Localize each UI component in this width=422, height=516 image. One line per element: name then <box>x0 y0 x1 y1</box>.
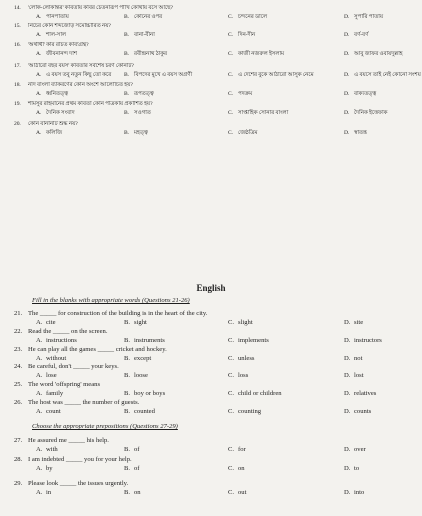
answer-option <box>344 489 364 496</box>
option-text: এ বয়সে তাই নেই কোনো সংশয় <box>354 72 421 78</box>
option-letter: D. <box>344 337 351 344</box>
instruction-fill-blanks: Fill in the blanks with appropriate words (Questions 21-26) <box>32 297 190 304</box>
option-letter: A. <box>36 110 42 116</box>
option-text: counts <box>354 408 372 415</box>
option-letter: B. <box>124 337 131 344</box>
answer-option <box>344 32 368 39</box>
question-number: 16. <box>14 42 21 48</box>
option-text: আবু জাফর ওবায়দুল্লাহ <box>354 51 403 57</box>
question-number: 20. <box>14 121 21 127</box>
option-row <box>14 446 416 454</box>
option-row <box>14 489 416 497</box>
question-stem <box>14 328 416 335</box>
answer-option <box>344 446 366 453</box>
answer-option <box>344 390 376 397</box>
answer-option <box>36 319 56 326</box>
option-text: বর্ণ-বর্ণ <box>354 32 369 38</box>
option-text: on <box>134 489 141 496</box>
answer-option <box>228 72 314 79</box>
question-number: 25. <box>14 381 23 388</box>
question-text: He assured me _____ his help. <box>28 437 109 444</box>
option-text: জীবনানন্দ দাশ <box>46 51 77 57</box>
option-letter: C. <box>228 489 235 496</box>
option-text: cite <box>46 319 56 326</box>
option-letter: D. <box>344 91 350 97</box>
option-letter: B. <box>124 319 131 326</box>
option-row <box>14 390 416 398</box>
option-letter: A. <box>36 408 43 415</box>
option-letter: A. <box>36 319 43 326</box>
option-text: শাল-সাল <box>46 32 66 38</box>
question-stem <box>14 381 416 388</box>
question-bn-2 <box>14 42 416 59</box>
answer-option <box>344 51 403 58</box>
answer-option <box>228 408 261 415</box>
option-letter: A. <box>36 355 43 362</box>
answer-option <box>36 91 68 98</box>
option-letter: B. <box>124 446 131 453</box>
answer-option <box>124 32 155 39</box>
question-en-3 <box>14 363 416 380</box>
option-text: দৈনিক ইত্তেফাক <box>354 110 388 116</box>
option-letter: A. <box>36 489 43 496</box>
option-text: মহত্ত্ব <box>134 130 148 136</box>
option-letter: B. <box>124 91 129 97</box>
answer-option <box>36 390 63 397</box>
question-number: 29. <box>14 480 23 487</box>
option-letter: C. <box>228 32 233 38</box>
question-en-1 <box>14 456 416 473</box>
option-letter: D. <box>344 408 351 415</box>
question-text: 'লোক-লোকান্তর' কবিতায় কবির চেতনারূপ পাখি কোথায় বসে আছে? <box>28 5 173 11</box>
answer-option <box>228 390 282 397</box>
option-text: পদক্রম <box>238 91 253 97</box>
question-bn-6 <box>14 121 416 138</box>
question-stem <box>14 42 416 49</box>
question-text: নিচের কোন শব্দজোড় সমোচ্চারিত নয়? <box>28 23 111 29</box>
question-en-2 <box>14 480 416 497</box>
option-letter: C. <box>228 110 233 116</box>
question-number: 24. <box>14 363 23 370</box>
question-bn-0 <box>14 5 416 22</box>
question-stem <box>14 121 416 128</box>
answer-option <box>36 355 66 362</box>
option-text: দিন-দীন <box>238 32 256 38</box>
question-stem <box>14 82 416 89</box>
answer-option <box>36 51 77 58</box>
option-letter: C. <box>228 91 233 97</box>
option-text: সাপ্তাহিক সোনার বাংলা <box>238 110 289 116</box>
answer-option <box>344 72 421 79</box>
option-text: over <box>354 446 366 453</box>
answer-option <box>344 355 362 362</box>
option-text: not <box>354 355 363 362</box>
option-row <box>14 408 416 416</box>
question-en-0 <box>14 437 416 454</box>
option-letter: D. <box>344 110 350 116</box>
answer-option <box>124 390 165 397</box>
question-stem <box>14 23 416 30</box>
answer-option <box>124 355 151 362</box>
option-text: to <box>354 465 360 472</box>
option-text: boy or boys <box>134 390 166 397</box>
option-text: family <box>46 390 64 397</box>
option-letter: A. <box>36 130 42 136</box>
option-text: without <box>46 355 67 362</box>
option-text: into <box>354 489 365 496</box>
answer-option <box>36 372 57 379</box>
option-text: বানা-বীনা <box>134 32 155 38</box>
question-stem <box>14 5 416 12</box>
question-stem <box>14 456 416 463</box>
option-letter: B. <box>124 51 129 57</box>
option-row <box>14 91 416 99</box>
option-letter: D. <box>344 51 350 57</box>
option-row <box>14 465 416 473</box>
option-letter: D. <box>344 446 351 453</box>
answer-option <box>228 465 245 472</box>
option-row <box>14 110 416 118</box>
answer-option <box>124 489 141 496</box>
option-letter: B. <box>124 390 131 397</box>
option-letter: D. <box>344 72 350 78</box>
question-text: Read the _____ on the screen. <box>28 328 108 335</box>
option-letter: D. <box>344 319 351 326</box>
option-text: কলিজি <box>46 130 62 136</box>
option-letter: C. <box>228 355 235 362</box>
option-letter: D. <box>344 355 351 362</box>
question-text: He can play all the games _____ cricket and hockey. <box>28 346 167 353</box>
option-letter: D. <box>344 130 350 136</box>
option-letter: B. <box>124 355 131 362</box>
answer-option <box>228 110 288 117</box>
question-stem <box>14 399 416 406</box>
option-text: of <box>134 446 140 453</box>
option-text: সুপারি পাতায় <box>354 14 384 20</box>
answer-option <box>228 446 246 453</box>
answer-option <box>228 51 284 58</box>
option-text: ধ্বনিতত্ত্ব <box>46 91 68 97</box>
option-letter: A. <box>36 337 43 344</box>
option-row <box>14 130 416 138</box>
option-letter: A. <box>36 446 43 453</box>
option-text: এ দেশের বুকে আঠারো আসুক নেমে <box>238 72 314 78</box>
option-text: lose <box>46 372 57 379</box>
option-text: unless <box>238 355 255 362</box>
answer-option <box>344 372 364 379</box>
question-bn-1 <box>14 23 416 40</box>
option-letter: C. <box>228 14 233 20</box>
question-text: I am indebted _____ you for your help. <box>28 456 132 463</box>
option-letter: C. <box>228 319 235 326</box>
option-text: এ বয়স তবু নতুন কিছু তো করে <box>46 72 112 78</box>
question-text: কোন বানানটি শুদ্ধ নয়? <box>28 121 78 127</box>
answer-option <box>344 110 387 117</box>
question-bn-4 <box>14 82 416 99</box>
option-letter: A. <box>36 72 42 78</box>
option-text: relatives <box>354 390 377 397</box>
option-row <box>14 337 416 345</box>
option-row <box>14 319 416 327</box>
option-text: কোনের ওপর <box>134 14 163 20</box>
option-text: জেষ্ঠত্রিম <box>238 130 258 136</box>
option-letter: C. <box>228 72 233 78</box>
option-letter: A. <box>36 51 42 57</box>
question-en-2 <box>14 346 416 363</box>
question-stem <box>14 437 416 444</box>
question-number: 17. <box>14 63 21 69</box>
option-text: counting <box>238 408 262 415</box>
answer-option <box>228 337 269 344</box>
answer-option <box>36 446 58 453</box>
option-letter: B. <box>124 489 131 496</box>
answer-option <box>124 319 147 326</box>
answer-option <box>36 110 75 117</box>
option-letter: D. <box>344 14 350 20</box>
option-letter: D. <box>344 372 351 379</box>
option-text: চন্দনের ডালে <box>238 14 268 20</box>
option-text: রবীন্দ্রনাথ ঠাকুর <box>134 51 167 57</box>
question-number: 27. <box>14 437 23 444</box>
answer-option <box>228 372 248 379</box>
question-number: 23. <box>14 346 23 353</box>
option-text: implements <box>238 337 269 344</box>
question-stem <box>14 101 416 108</box>
answer-option <box>124 51 167 58</box>
question-stem <box>14 63 416 70</box>
question-number: 15. <box>14 23 21 29</box>
answer-option <box>36 130 62 137</box>
option-text: instruments <box>134 337 165 344</box>
question-en-0 <box>14 310 416 327</box>
option-text: except <box>134 355 152 362</box>
english-section-title: English <box>196 283 226 293</box>
option-row <box>14 355 416 363</box>
option-letter: B. <box>124 408 131 415</box>
answer-option <box>36 32 66 39</box>
option-letter: D. <box>344 32 350 38</box>
answer-option <box>344 408 371 415</box>
option-letter: D. <box>344 489 351 496</box>
answer-option <box>124 72 192 79</box>
question-stem <box>14 363 416 370</box>
option-text: on <box>238 465 245 472</box>
question-number: 22. <box>14 328 23 335</box>
answer-option <box>228 32 255 39</box>
answer-option <box>36 408 61 415</box>
option-letter: B. <box>124 130 129 136</box>
option-letter: A. <box>36 465 43 472</box>
option-letter: C. <box>228 465 235 472</box>
option-row <box>14 14 416 22</box>
answer-option <box>344 465 359 472</box>
option-text: out <box>238 489 247 496</box>
option-text: child or children <box>238 390 282 397</box>
question-text: 'আঠারো বছর বয়স' কবিতার সর্বশেষ চরণ কোনটি? <box>28 63 134 69</box>
question-number: 21. <box>14 310 23 317</box>
question-text: 'অর্থার্থী' কার রচিত কাব্যগ্রন্থ? <box>28 42 89 48</box>
option-row <box>14 32 416 40</box>
instruction-prepositions: Choose the appropriate prepositions (Questions 27-29) <box>32 423 178 430</box>
option-text: দৈনিক সংবাদ <box>46 110 75 116</box>
option-letter: B. <box>124 465 131 472</box>
answer-option <box>228 130 257 137</box>
answer-option <box>344 130 367 137</box>
option-text: lost <box>354 372 364 379</box>
option-text: loss <box>238 372 249 379</box>
question-stem <box>14 480 416 487</box>
option-letter: C. <box>228 446 235 453</box>
answer-option <box>344 14 383 21</box>
option-text: বিপদের মুখে এ বয়স অগ্রণী <box>134 72 193 78</box>
answer-option <box>124 130 148 137</box>
option-row <box>14 72 421 80</box>
option-text: of <box>134 465 140 472</box>
option-letter: A. <box>36 372 43 379</box>
option-letter: B. <box>124 72 129 78</box>
answer-option <box>36 489 51 496</box>
question-stem <box>14 346 416 353</box>
question-text: The word 'offspring' means <box>28 381 101 388</box>
option-text: instructors <box>354 337 382 344</box>
answer-option <box>124 110 151 117</box>
question-text: The host was _____ the number of guests. <box>28 399 140 406</box>
option-letter: C. <box>228 390 235 397</box>
answer-option <box>228 91 252 98</box>
answer-option <box>124 14 162 21</box>
option-letter: C. <box>228 408 235 415</box>
option-text: by <box>46 465 53 472</box>
option-letter: A. <box>36 14 42 20</box>
option-letter: C. <box>228 51 233 57</box>
question-en-4 <box>14 381 416 398</box>
option-text: count <box>46 408 61 415</box>
question-bn-5 <box>14 101 416 118</box>
answer-option <box>344 91 376 98</box>
answer-option <box>124 408 155 415</box>
option-letter: D. <box>344 465 351 472</box>
answer-option <box>228 319 253 326</box>
question-text: Please look _____ the issues urgently. <box>28 480 129 487</box>
option-text: with <box>46 446 58 453</box>
option-letter: C. <box>228 337 235 344</box>
option-letter: A. <box>36 390 43 397</box>
answer-option <box>124 91 154 98</box>
question-number: 14. <box>14 5 21 11</box>
question-text: শামসুর রাহমানের প্রথম কবিতা কোন পত্রিকায় প্রকাশিত হয়? <box>28 101 153 107</box>
answer-option <box>124 337 165 344</box>
option-text: in <box>46 489 52 496</box>
question-number: 18. <box>14 82 21 88</box>
question-en-5 <box>14 399 416 416</box>
option-text: বাক্যতত্ত্ব <box>354 91 377 97</box>
option-text: loose <box>134 372 148 379</box>
answer-option <box>228 355 254 362</box>
option-text: counted <box>134 408 155 415</box>
option-text: instructions <box>46 337 77 344</box>
answer-option <box>228 14 267 21</box>
question-bn-3 <box>14 63 421 80</box>
answer-option <box>36 465 53 472</box>
option-text: কাজী নজরুল ইসলাম <box>238 51 285 57</box>
answer-option <box>124 465 140 472</box>
answer-option <box>344 337 382 344</box>
option-letter: A. <box>36 32 42 38</box>
question-stem <box>14 310 416 317</box>
answer-option <box>36 14 69 21</box>
option-text: site <box>354 319 364 326</box>
question-text: The _____ for construction of the building is in the heart of the city. <box>28 310 208 317</box>
option-text: স্বাতন্ত্র <box>354 130 367 136</box>
option-letter: C. <box>228 372 235 379</box>
option-letter: B. <box>124 14 129 20</box>
question-text: নদি বাংলা ব্যাকরণের কোন অংশে আলোচিত হয়? <box>28 82 133 88</box>
option-text: slight <box>238 319 253 326</box>
option-letter: A. <box>36 91 42 97</box>
question-text: Be careful, don't _____ your keys. <box>28 363 119 370</box>
answer-option <box>344 319 363 326</box>
answer-option <box>36 72 111 79</box>
answer-option <box>36 337 77 344</box>
option-letter: B. <box>124 32 129 38</box>
question-en-1 <box>14 328 416 345</box>
option-letter: C. <box>228 130 233 136</box>
option-row <box>14 51 416 59</box>
option-letter: B. <box>124 372 131 379</box>
option-text: রূপতত্ত্ব <box>134 91 154 97</box>
question-number: 26. <box>14 399 23 406</box>
option-text: sight <box>134 319 147 326</box>
option-letter: D. <box>344 390 351 397</box>
option-row <box>14 372 416 380</box>
option-text: পানপাতায় <box>46 14 69 20</box>
answer-option <box>124 446 140 453</box>
option-text: for <box>238 446 246 453</box>
answer-option <box>124 372 148 379</box>
option-text: সওগাত <box>134 110 151 116</box>
option-letter: B. <box>124 110 129 116</box>
question-number: 28. <box>14 456 23 463</box>
answer-option <box>228 489 246 496</box>
question-number: 19. <box>14 101 21 107</box>
